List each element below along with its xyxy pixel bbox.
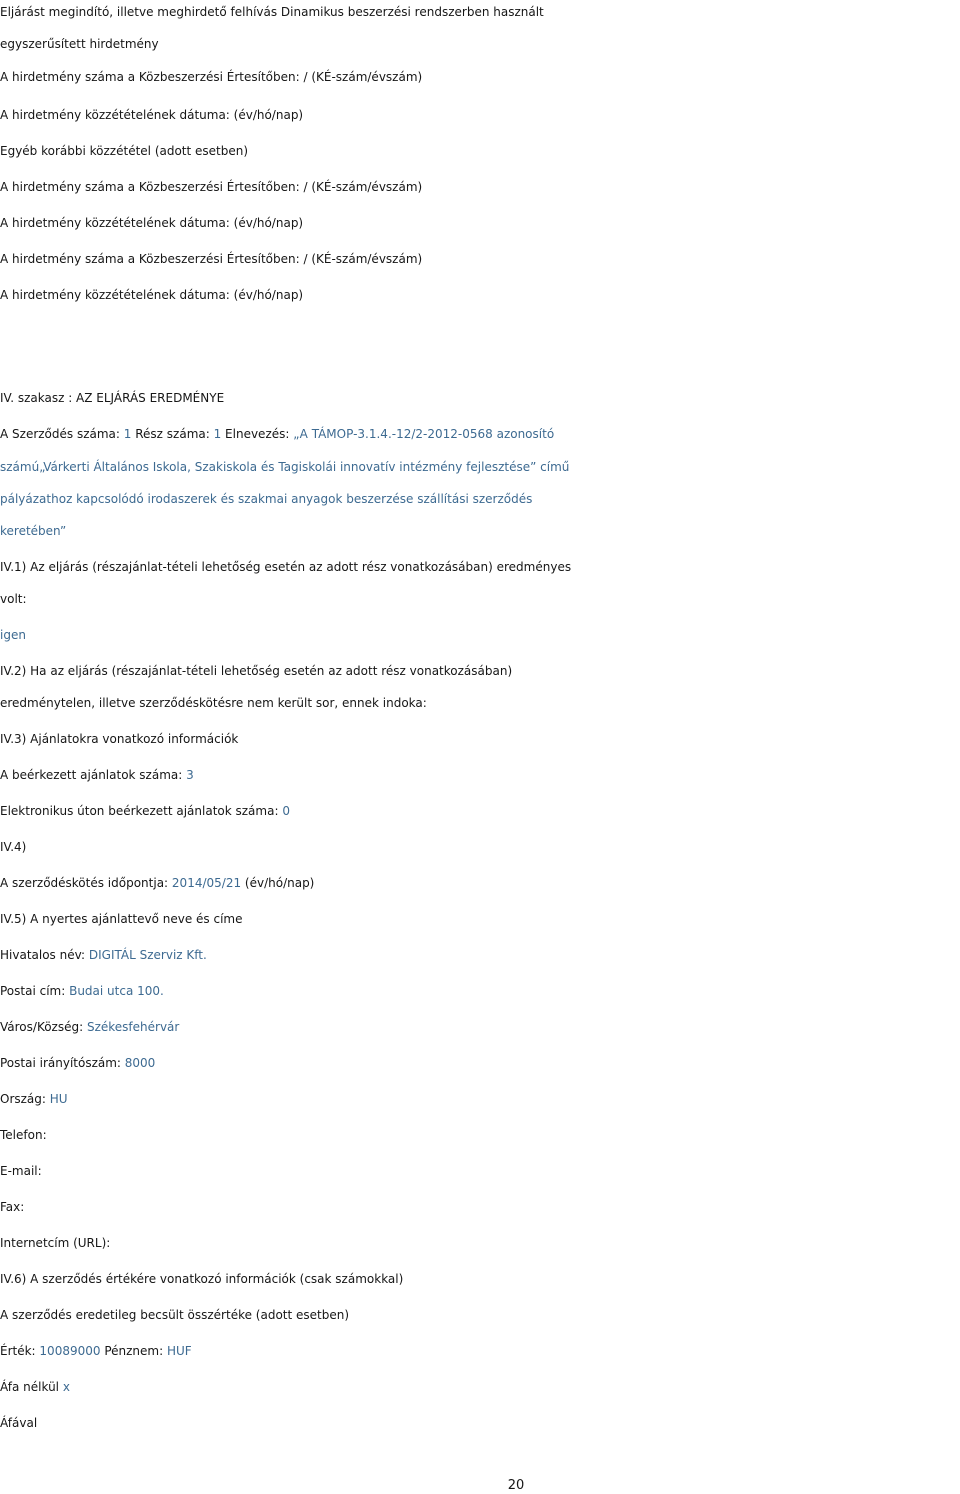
part-no-value: 1 (213, 427, 222, 441)
currency-label: Pénznem: (100, 1344, 167, 1358)
notice-date-line-3: A hirdetmény közzétételének dátuma: (év/hó/nap) (0, 288, 304, 302)
value-label: Érték: (0, 1344, 40, 1358)
contract-no-label: A Szerződés száma: (0, 427, 124, 441)
fax-label: Fax: (0, 1200, 25, 1214)
contract-no-value: 1 (123, 427, 132, 441)
currency-value: HUF (166, 1344, 192, 1358)
notice-date-line: A hirdetmény közzétételének dátuma: (év/hó/nap) (0, 108, 304, 122)
iv5-heading: IV.5) A nyertes ajánlattevő neve és címe (0, 912, 243, 926)
other-publication-line: Egyéb korábbi közzététel (adott esetben) (0, 144, 249, 158)
postcode-label: Postai irányítószám: (0, 1056, 125, 1070)
iv2-heading: IV.2) Ha az eljárás (részajánlat-tételi lehetőség esetén az adott rész vonatkozásában) (0, 664, 513, 678)
iv4-heading: IV.4) (0, 840, 27, 854)
postcode-line (0, 1052, 960, 1074)
notice-type-line: Eljárást megindító, illetve meghirdető felhívás Dinamikus beszerzési rendszerben használt (0, 5, 544, 19)
estimate-label: A szerződés eredetileg becsült összértéke (adott esetben) (0, 1308, 350, 1322)
contract-date-suffix: (év/hó/nap) (241, 876, 315, 890)
iv1-heading: IV.1) Az eljárás (részajánlat-tételi lehetőség esetén az adott rész vonatkozásában) eredményes (0, 560, 572, 574)
country-label: Ország: (0, 1092, 50, 1106)
contract-line (0, 423, 960, 445)
iv2-heading-cont: eredménytelen, illetve szerződéskötésre nem került sor, ennek indoka: (0, 696, 427, 710)
city-value: Székesfehérvár (86, 1020, 180, 1034)
contract-name-line-4: keretében” (0, 524, 67, 538)
city-label: Város/Község: (0, 1020, 87, 1034)
notice-number-line-3: A hirdetmény száma a Közbeszerzési Értesítőben: / (KÉ-szám/évszám) (0, 252, 423, 266)
official-name-line (0, 944, 960, 966)
net-mark: x (62, 1380, 70, 1394)
notice-type-line-cont: egyszerűsített hirdetmény (0, 37, 159, 51)
phone-label: Telefon: (0, 1128, 47, 1142)
value-amount: 10089000 (39, 1344, 101, 1358)
part-no-label: Rész száma: (131, 427, 214, 441)
notice-number-line: A hirdetmény száma a Közbeszerzési Értesítőben: / (KÉ-szám/évszám) (0, 70, 423, 84)
electronic-offers-value: 0 (282, 804, 290, 818)
contract-date-label: A szerződéskötés időpontja: (0, 876, 172, 890)
postcode-value: 8000 (124, 1056, 156, 1070)
country-value: HU (49, 1092, 68, 1106)
value-line (0, 1340, 960, 1362)
electronic-offers-line (0, 800, 960, 822)
iv1-answer: igen (0, 628, 26, 642)
gross-label: Áfával (0, 1416, 38, 1430)
section-heading: IV. szakasz : AZ ELJÁRÁS EREDMÉNYE (0, 391, 225, 405)
country-line (0, 1088, 960, 1110)
iv1-heading-cont: volt: (0, 592, 27, 606)
electronic-offers-label: Elektronikus úton beérkezett ajánlatok száma: (0, 804, 283, 818)
contract-name-value: „A TÁMOP-3.1.4.-12/2-2012-0568 azonosító (293, 427, 555, 441)
email-label: E-mail: (0, 1164, 42, 1178)
notice-number-line-2: A hirdetmény száma a Közbeszerzési Értesítőben: / (KÉ-szám/évszám) (0, 180, 423, 194)
received-offers-label: A beérkezett ajánlatok száma: (0, 768, 187, 782)
postal-address-line (0, 980, 960, 1002)
contract-name-label: Elnevezés: (221, 427, 294, 441)
contract-date-value: 2014/05/21 (171, 876, 242, 890)
contract-name-line-2: számú„Várkerti Általános Iskola, Szakiskola és Tagiskolái innovatív intézmény fejlesztése” című (0, 460, 570, 474)
official-name-label: Hivatalos név: (0, 948, 89, 962)
postal-address-label: Postai cím: (0, 984, 70, 998)
contract-date-line (0, 872, 960, 894)
net-label: Áfa nélkül (0, 1380, 63, 1394)
contract-name-line-3: pályázathoz kapcsolódó irodaszerek és szakmai anyagok beszerzése szállítási szerződés (0, 492, 533, 506)
notice-date-line-2: A hirdetmény közzétételének dátuma: (év/hó/nap) (0, 216, 304, 230)
received-offers-line (0, 764, 960, 786)
official-name-value: DIGITÁL Szerviz Kft. (88, 948, 207, 962)
page-number: 20 (507, 1478, 525, 1493)
received-offers-value: 3 (186, 768, 194, 782)
iv3-heading: IV.3) Ajánlatokra vonatkozó információk (0, 732, 239, 746)
url-label: Internetcím (URL): (0, 1236, 111, 1250)
iv6-heading: IV.6) A szerződés értékére vonatkozó információk (csak számokkal) (0, 1272, 404, 1286)
postal-address-value: Budai utca 100. (69, 984, 164, 998)
city-line (0, 1016, 960, 1038)
net-line (0, 1376, 960, 1398)
